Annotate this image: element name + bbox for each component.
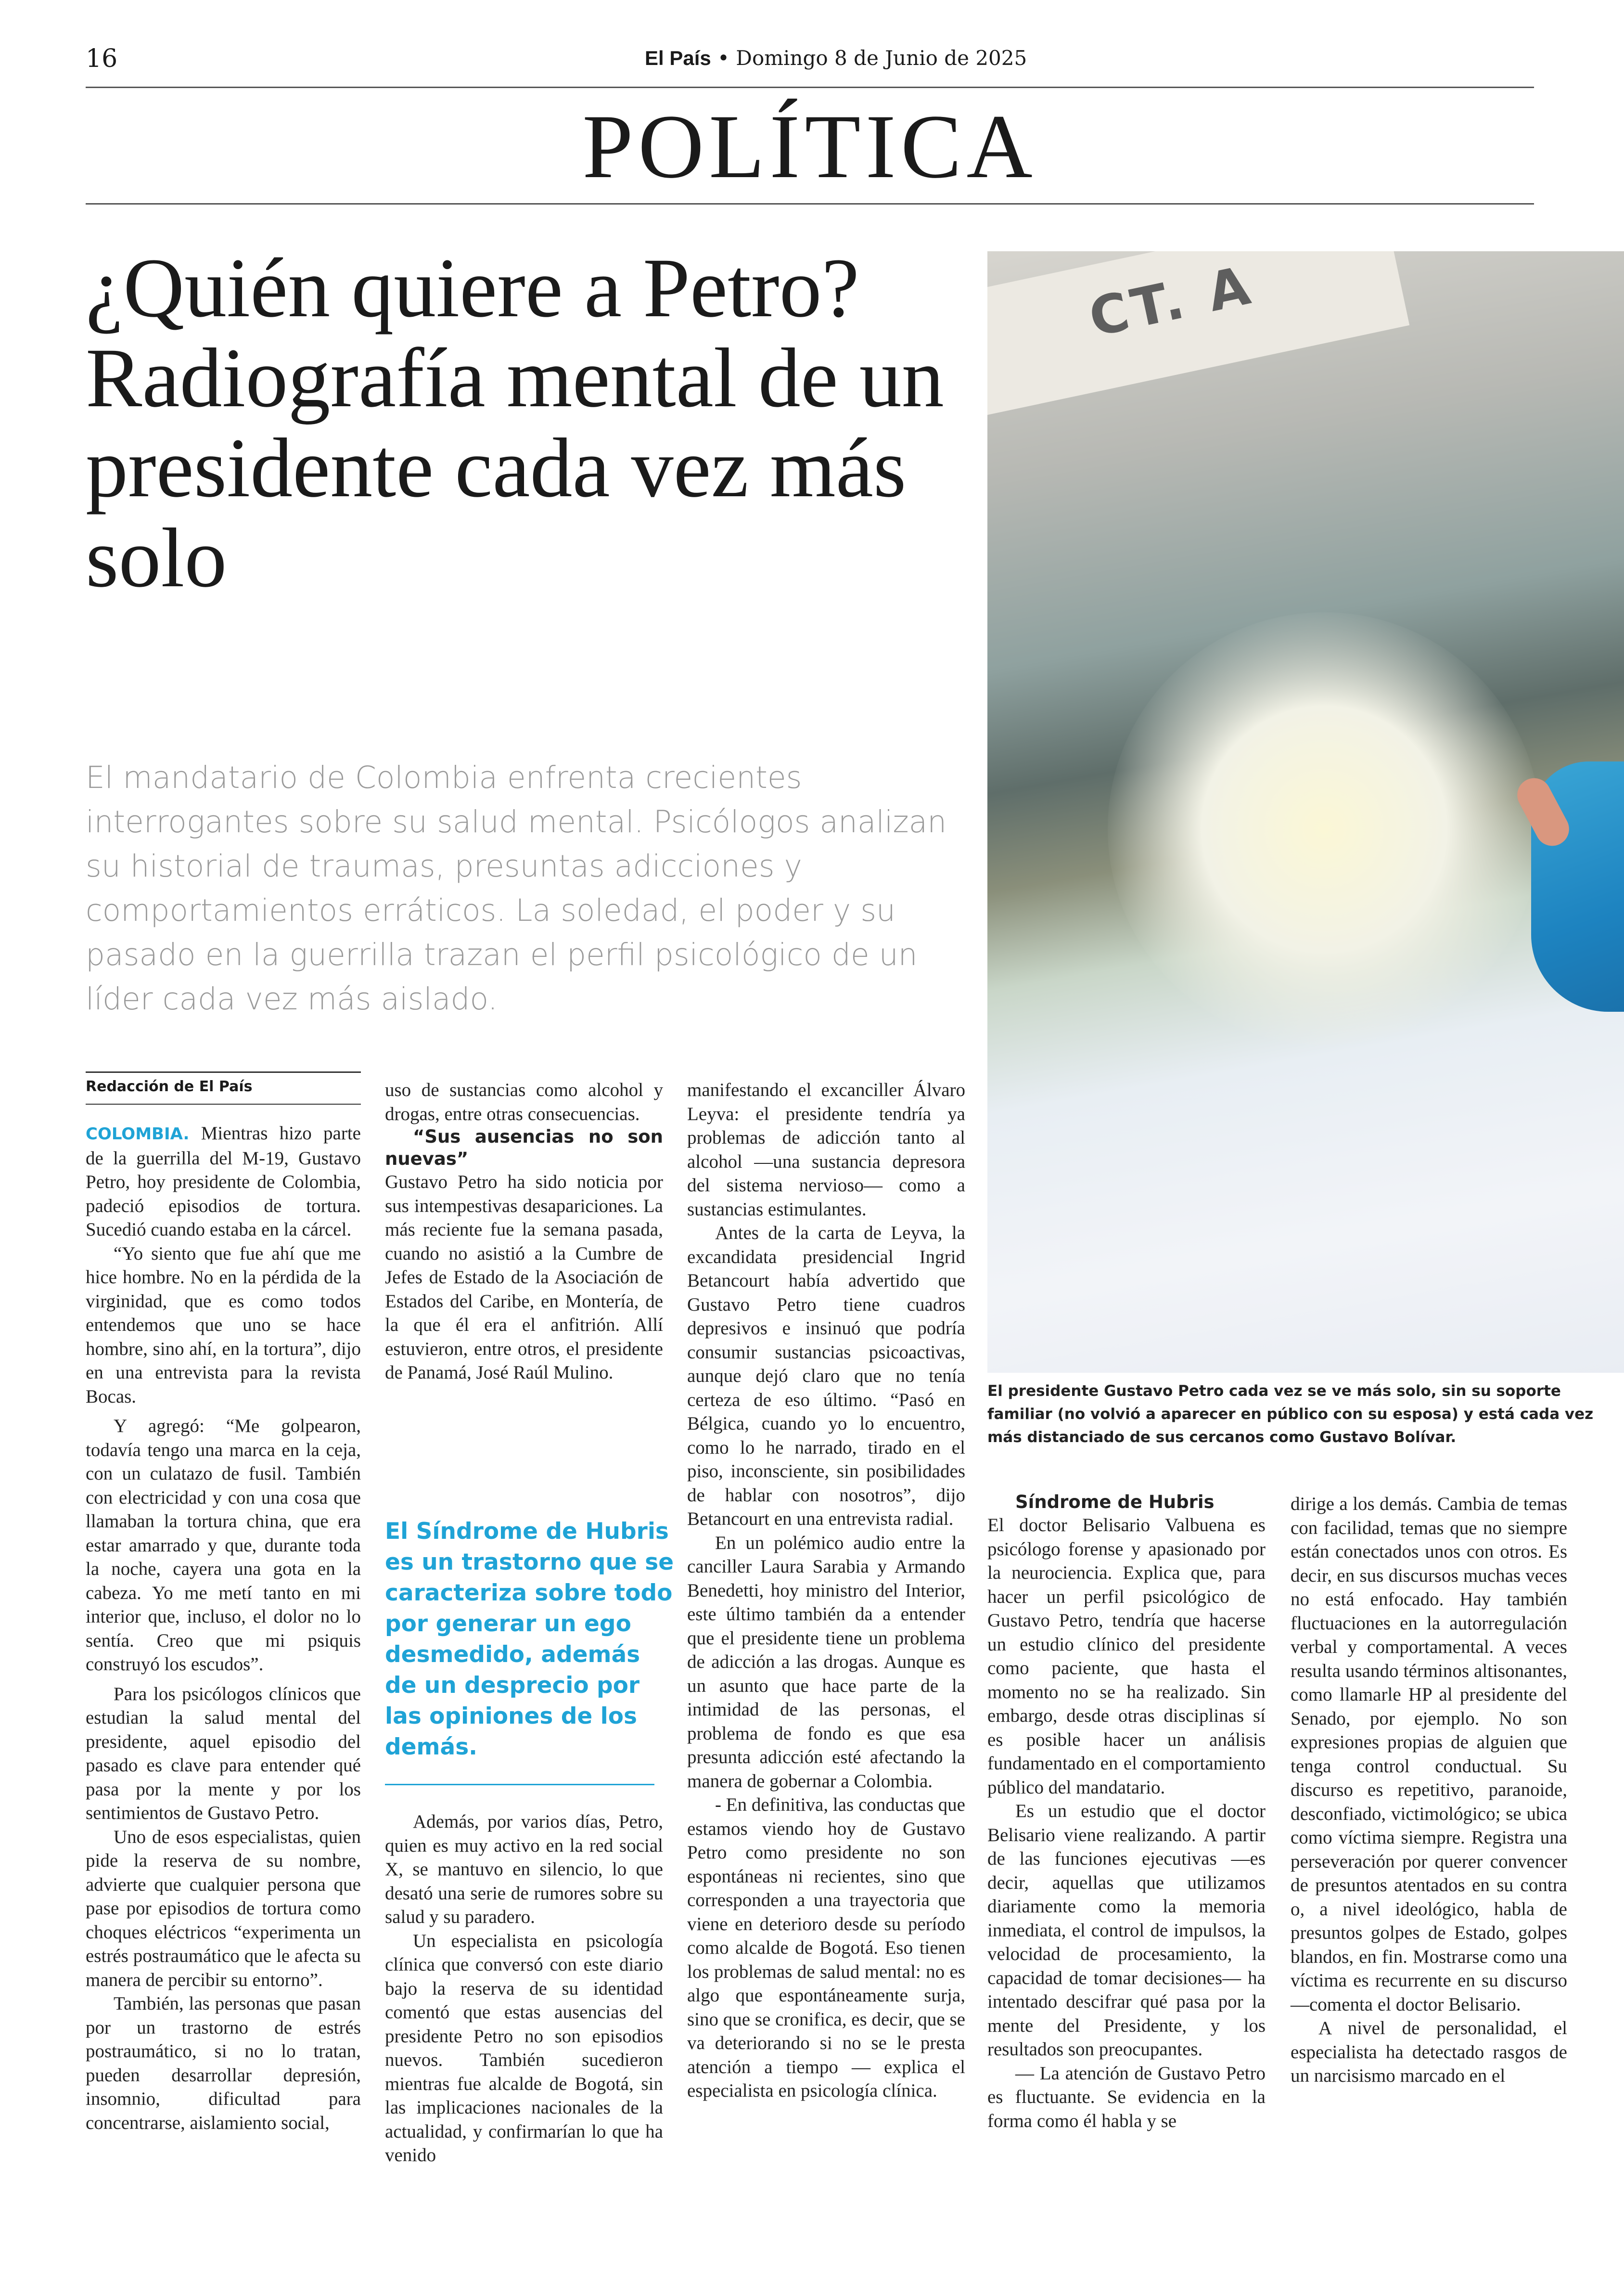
article-photo <box>987 251 1624 1373</box>
header-rule-bottom <box>86 203 1534 205</box>
body-paragraph: dirige a los demás. Cambia de temas con facilidad, temas que no siempre están conectados unos con otros. Es decir, en sus discursos muchas veces no está enfocado. Hay también fluctuaciones en la autorregulación verbal y comportamental. A veces resulta usando términos altisonantes, como llamarle HP al presidente del Senado, por ejemplo. No son expresiones propias de alguien que tenga control conductual. Su discurso es repetitivo, paranoide, desconfiado, victimológico; se ubica como víctima siempre. Registra una perseveración por querer convencer de presuntos atentados en su contra o, a nivel ideológico, habla de presuntos golpes de Estado, golpes blandos, en fin. Mostrarse como una víctima es recurrente en su discurso —comenta el doctor Belisario. <box>1291 1494 1567 2015</box>
page-number: 16 <box>86 44 118 73</box>
body-paragraph: COLOMBIA. Mientras hizo parte de la guerrilla del M-19, Gustavo Petro, hoy presidente de Colombia, padeció episodios de tortura. Sucedió cuando estaba en la cárcel. <box>86 1123 361 1240</box>
masthead-separator: • <box>717 46 729 70</box>
body-paragraph: Para los psicólogos clínicos que estudian la salud mental del presidente, aquel episodio del pasado es clave para entender qué pasa por la mente y por los sentimientos de Gustavo Petro. <box>86 1683 361 1823</box>
issue-date: Domingo 8 de Junio de 2025 <box>736 46 1027 70</box>
article-deck: El mandatario de Colombia enfrenta crecientes interrogantes sobre su salud mental. Psicólogos analizan su historial de traumas, presuntas adicciones y comportamientos erráticos. La soledad, el poder y su pasado en la guerrilla trazan el perfil psicológico de un líder cada vez más aislado. <box>86 760 947 1017</box>
subhead-hubris: Síndrome de Hubris <box>1015 1492 1215 1512</box>
body-paragraph: El doctor Belisario Valbuena es psicólogo forense y apasionado por la neurociencia. Explica que, para hacer un perfil psicológico de Gustavo Petro, tendría que hacerse un estudio clínico del presidente como paciente, que hasta el momento no se ha realizado. Sin embargo, desde otras disciplinas sí es posible hacer un análisis fundamentado en el comportamiento público del mandatario. <box>987 1515 1266 1798</box>
pull-quote-rule <box>385 1784 654 1785</box>
body-paragraph: A nivel de personalidad, el especialista ha detectado rasgos de un narcisismo marcado en el <box>1291 2018 1567 2086</box>
body-paragraph: En un polémico audio entre la canciller Laura Sarabia y Armando Benedetti, hoy ministro del Interior, este último también da a entender que el presidente tiene un problema de adicción a las drogas. Aunque es un asunto que hace parte de la intimidad de las personas, el problema de fondo es que esa presunta adicción esté afectando la manera de gobernar a Colombia. <box>687 1532 965 1792</box>
body-paragraph: Gustavo Petro ha sido noticia por sus intempestivas desapariciones. La más reciente fue la semana pasada, cuando no asistió a la Cumbre de Jefes de Estado de la Asociación de Estados del Caribe, en Montería, de la que él era el anfitrión. Allí estuvieron, entre otros, el presidente de Panamá, José Raúl Mulino. <box>385 1172 663 1383</box>
body-column-1 <box>86 1122 361 2135</box>
byline-rule-top <box>86 1071 361 1073</box>
byline-rule-bottom <box>86 1104 361 1105</box>
body-column-2-lower <box>385 1810 663 2167</box>
body-paragraph: “Yo siento que fue ahí que me hice hombre. No en la pérdida de la virginidad, que es como todos entendemos que uno se hace hombre, sino ahí, en la tortura”, dijo en una entrevista para la revista Bocas. <box>86 1243 361 1407</box>
body-paragraph: Es un estudio que el doctor Belisario viene realizando. A partir de las funciones ejecutivas —es decir, aquellas que utilizamos diariamente como la memoria inmediata, el control de impulsos, la velocidad de procesamiento, la capacidad de tomar decisiones— ha intentado descifrar qué pasa por la mente del Presidente, y los resultados son preocupantes. <box>987 1801 1266 2060</box>
body-paragraph: Uno de esos especialistas, quien pide la reserva de su nombre, advierte que cualquier persona que pase por episodios de tortura como choques eléctricos “experimenta un estrés postraumático que le afecta su manera de percibir su entorno”. <box>86 1826 361 1990</box>
paper-name: El País <box>645 47 711 69</box>
byline: Redacción de El País <box>86 1078 253 1095</box>
body-paragraph: - En definitiva, las conductas que estamos viendo hoy de Gustavo Petro como presidente no son espontáneas ni recientes, sino que corresponden a una trayectoria que viene en deterioro desde su período como alcalde de Bogotá. Eso tienen los problemas de salud mental: no es algo que espontáneamente surja, sino que se cronifica, es decir, que se va deteriorando si no se le presta atención a tiempo — explica el especialista en psicología clínica. <box>687 1794 965 2101</box>
photo-caption: El presidente Gustavo Petro cada vez se ve más solo, sin su soporte familiar (no volvió a aparecer en público con su esposa) y está cada vez más distanciado de sus cercanos como Gustavo Bolívar. <box>987 1382 1594 1446</box>
body-paragraph: Un especialista en psicología clínica que conversó con este diario bajo la reserva de su identidad comentó que estas ausencias del presidente Petro no son episodios nuevos. También sucedieron mientras fue alcalde de Bogotá, sin las implicaciones nacionales de la actualidad, y confirmarían lo que ha venido <box>385 1930 663 2166</box>
pull-quote: El Síndrome de Hubris es un trastorno que se caracteriza sobre todo por generar un ego desmedido, además de un desprecio por las opiniones de los demás. <box>385 1518 674 1760</box>
photo-light-glow <box>1108 612 1541 1045</box>
subhead-ausencias: “Sus ausencias no son nuevas” <box>385 1126 663 1169</box>
body-paragraph: Antes de la carta de Leyva, la excandidata presidencial Ingrid Betancourt había advertido que Gustavo Petro tiene cuadros depresivos e insinuó que podría consumir sustancias psicoactivas, aunque dejó claro que no tenía certeza de eso último. “Pasó en Bélgica, cuando yo lo encuentro, como lo he narrado, tirado en el piso, inconsciente, sin posibilidades de hablar con nosotros”, dijo Betancourt en una entrevista radial. <box>687 1223 965 1529</box>
header-rule-top <box>86 87 1534 88</box>
body-column-5 <box>1291 1492 1567 2088</box>
body-column-4 <box>987 1491 1266 2133</box>
body-column-2 <box>385 1078 663 1385</box>
body-paragraph: uso de sustancias como alcohol y drogas, entre otras consecuencias. <box>385 1080 663 1124</box>
article-headline: ¿Quién quiere a Petro? Radiografía mental de un presidente cada vez más solo <box>86 241 944 605</box>
masthead <box>645 46 1027 70</box>
body-paragraph: manifestando el excanciller Álvaro Leyva: el presidente tendría ya problemas de adicción tanto al alcohol —una sustancia depresora del sistema nervioso— como a sustancias estimulantes. <box>687 1080 965 1220</box>
body-column-3 <box>687 1078 965 2103</box>
section-title: POLÍTICA <box>582 96 1037 197</box>
body-paragraph: También, las personas que pasan por un trastorno de estrés postraumático, si no lo tratan, pueden desarrollar depresión, insomnio, dificultad para concentrarse, aislamiento social, <box>86 1993 361 2133</box>
dateline: COLOMBIA. <box>86 1124 190 1144</box>
body-paragraph: Además, por varios días, Petro, quien es muy activo en la red social X, se mantuvo en silencio, lo que desató una serie de rumores sobre su salud y su paradero. <box>385 1811 663 1927</box>
body-paragraph: Y agregó: “Me golpearon, todavía tengo una marca en la ceja, con un culatazo de fusil. También con electricidad y con una cosa que llamaban la tortura china, que era estar amarrado y que, durante toda la noche, cayera una gota en la cabeza. Yo me metí tanto en mi interior que, incluso, el dolor no lo sentía. Creo que mi psiquis construyó los escudos”. <box>86 1416 361 1675</box>
body-paragraph: — La atención de Gustavo Petro es fluctuante. Se evidencia en la forma como él habla y se <box>987 2063 1266 2131</box>
photo-sign-text: CT. A <box>1084 254 1259 349</box>
